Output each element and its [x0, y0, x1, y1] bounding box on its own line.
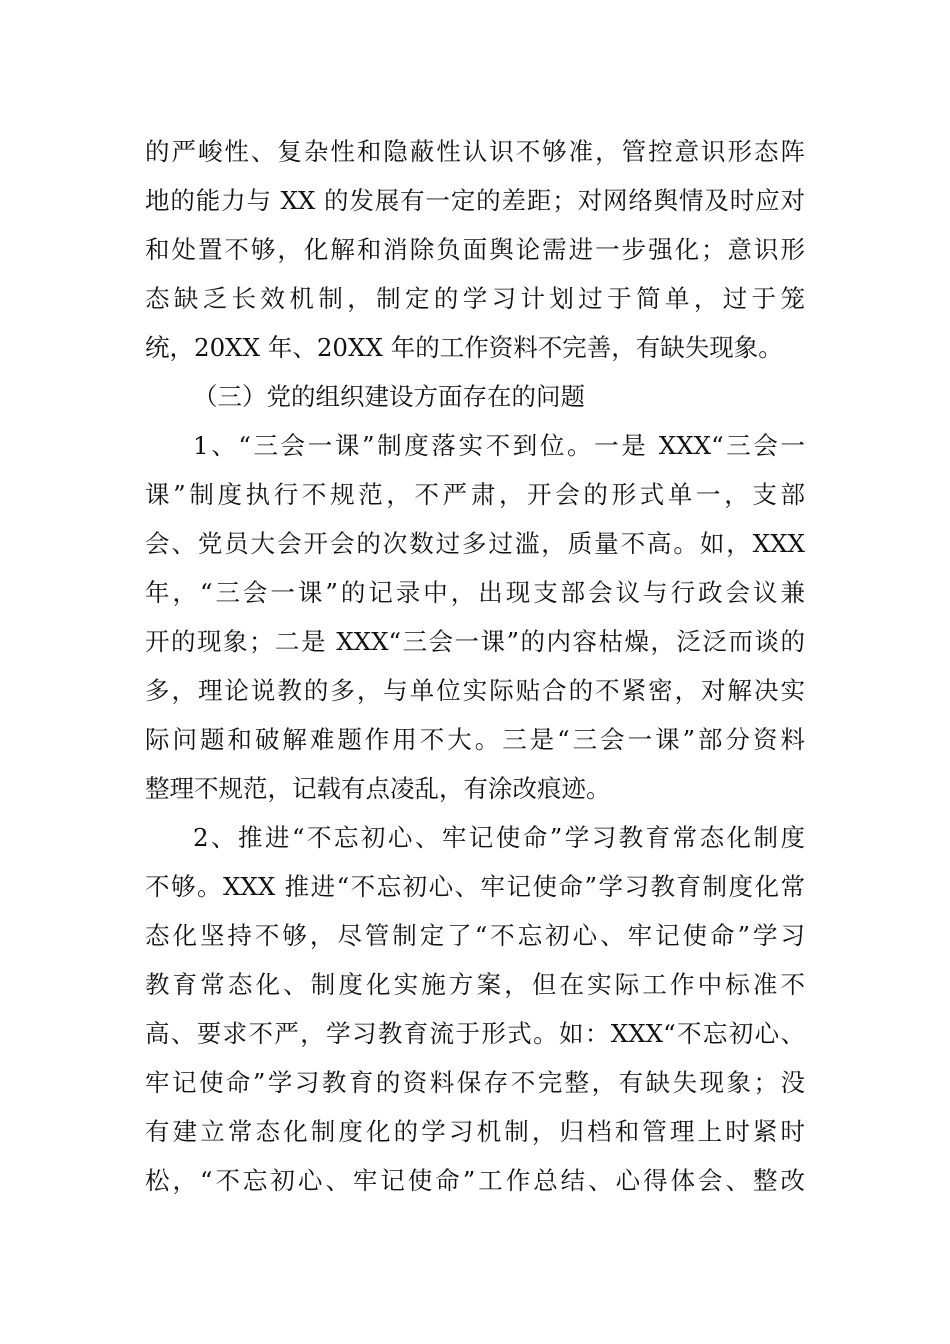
paragraph-1-line-5: 统，20XX 年、20XX 年的工作资料不完善，有缺失现象。 — [145, 333, 783, 362]
paragraph-3-line-6: 牢记使命”学习教育的资料保存不完整，有缺失现象；没 — [145, 1068, 805, 1097]
paragraph-3-line-8: 松，“不忘初心、牢记使命”工作总结、心得体会、整改 — [145, 1166, 805, 1195]
paragraph-2-line-5: 开的现象；二是 XXX“三会一课”的内容枯燥，泛泛而谈的 — [145, 627, 805, 656]
paragraph-3-line-4: 教育常态化、制度化实施方案，但在实际工作中标准不 — [145, 970, 805, 999]
paragraph-3-line-5: 高、要求不严，学习教育流于形式。如：XXX“不忘初心、 — [145, 1019, 805, 1048]
paragraph-1-line-3: 和处置不够，化解和消除负面舆论需进一步强化；意识形 — [145, 235, 805, 264]
paragraph-3-line-1: 2、推进“不忘初心、牢记使命”学习教育常态化制度 — [193, 823, 805, 852]
paragraph-1-line-2: 地的能力与 XX 的发展有一定的差距；对网络舆情及时应对 — [145, 186, 805, 215]
paragraph-1-line-1: 的严峻性、复杂性和隐蔽性认识不够准，管控意识形态阵 — [145, 137, 805, 166]
section-heading: （三）党的组织建设方面存在的问题 — [193, 382, 585, 411]
paragraph-2-line-4: 年，“三会一课”的记录中，出现支部会议与行政会议兼 — [145, 578, 805, 607]
paragraph-2-line-1: 1、“三会一课”制度落实不到位。一是 XXX“三会一 — [193, 431, 805, 460]
paragraph-2-line-6: 多，理论说教的多，与单位实际贴合的不紧密，对解决实 — [145, 676, 805, 705]
paragraph-2-line-3: 会、党员大会开会的次数过多过滥，质量不高。如，XXX — [145, 529, 805, 558]
paragraph-1-line-4: 态缺乏长效机制，制定的学习计划过于简单，过于笼 — [145, 284, 805, 313]
paragraph-2-line-8: 整理不规范，记载有点凌乱，有涂改痕迹。 — [145, 774, 611, 803]
paragraph-3-line-7: 有建立常态化制度化的学习机制，归档和管理上时紧时 — [145, 1117, 805, 1146]
paragraph-3-line-2: 不够。XXX 推进“不忘初心、牢记使命”学习教育制度化常 — [145, 872, 805, 901]
paragraph-3-line-3: 态化坚持不够，尽管制定了“不忘初心、牢记使命”学习 — [145, 921, 805, 950]
paragraph-2-line-2: 课”制度执行不规范，不严肃，开会的形式单一，支部 — [145, 480, 805, 509]
paragraph-2-line-7: 际问题和破解难题作用不大。三是“三会一课”部分资料 — [145, 725, 805, 754]
